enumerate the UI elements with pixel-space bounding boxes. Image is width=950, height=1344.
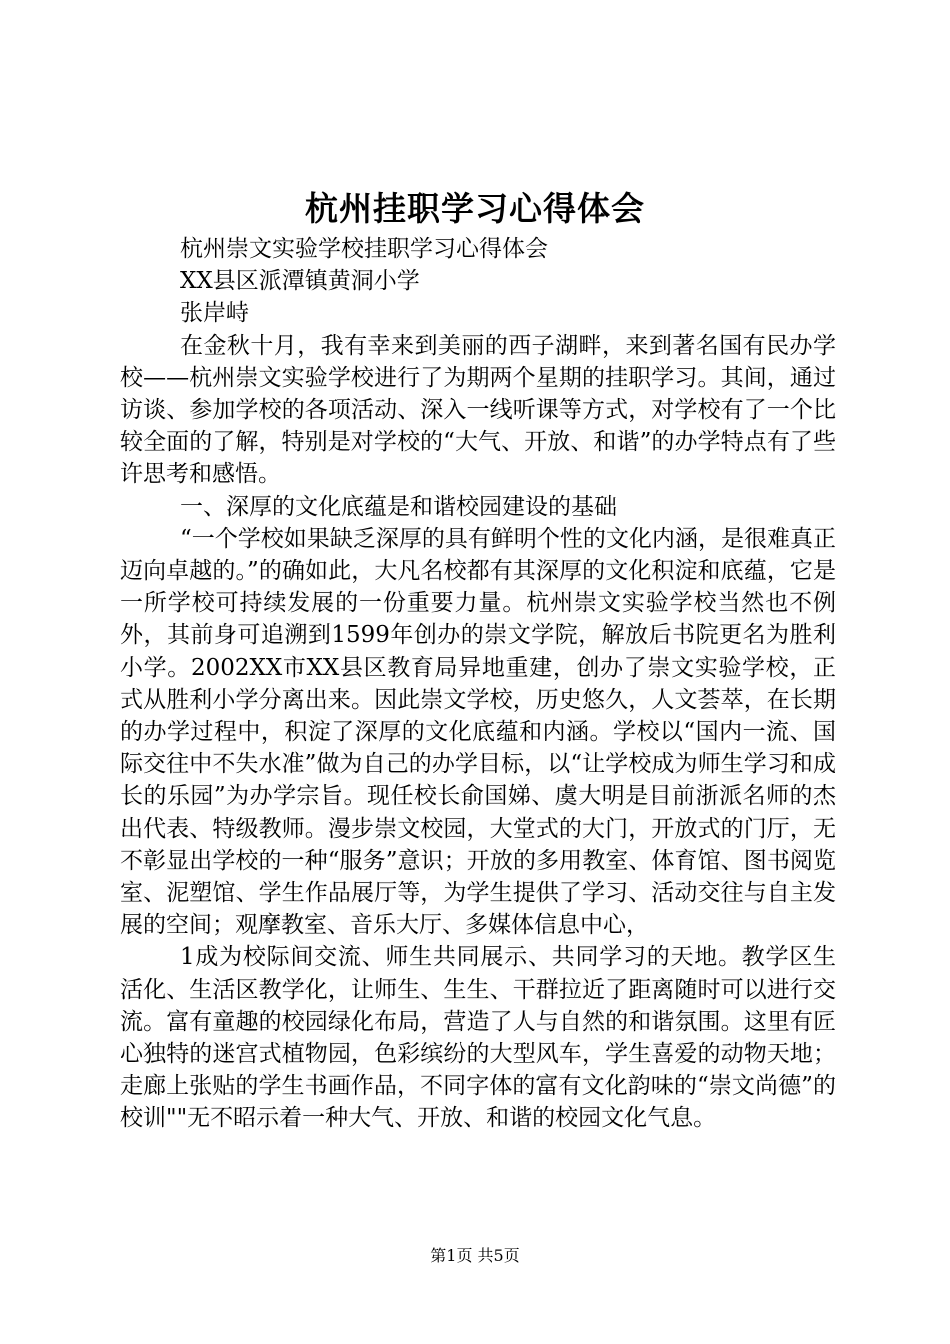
document-body <box>120 233 836 1135</box>
paragraph-culture: “一个学校如果缺乏深厚的具有鲜明个性的文化内涵，是很难真正迈向卓越的。”的确如此，大凡名校都有其深厚的文化积淀和底蕴，它是一所学校可持续发展的一份重要力量。杭州崇文实验学校当然也不例外，其前身可追溯到1599年创办的崇文学院，解放后书院更名为胜利小学。2002XX市XX县区教育局异地重建，创办了崇文实验学校，正式从胜利小学分离出来。因此崇文学校，历史悠久，人文荟萃，在长期的办学过程中，积淀了深厚的文化底蕴和内涵。学校以“国内一流、国际交往中不失水准”做为自己的办学目标，以“让学校成为师生学习和成长的乐园”为办学宗旨。现任校长俞国娣、虞大明是目前浙派名师的杰出代表、特级教师。漫步崇文校园，大堂式的大门，开放式的门厅，无不彰显出学校的一种“服务”意识；开放的多用教室、体育馆、图书阅览室、泥塑馆、学生作品展厅等，为学生提供了学习、活动交往与自主发展的空间；观摩教室、音乐大厅、多媒体信息中心， <box>120 525 836 939</box>
page-footer: 第1页 共5页 <box>430 1246 520 1265</box>
author-line: 张岸峙 <box>180 300 249 327</box>
paragraph-intro: 在金秋十月，我有幸来到美丽的西子湖畔，来到著名国有民办学校——杭州崇文实验学校进行了为期两个星期的挂职学习。其间，通过访谈、参加学校的各项活动、深入一线听课等方式，对学校有了一个比较全面的了解，特别是对学校的“大气、开放、和谐”的办学特点有了些许思考和感悟。 <box>120 332 836 488</box>
section-heading: 一、深厚的文化底蕴是和谐校园建设的基础 <box>180 493 617 520</box>
school-line: XX县区派潭镇黄洞小学 <box>180 268 420 295</box>
subtitle-line: 杭州崇文实验学校挂职学习心得体会 <box>180 236 548 262</box>
paragraph-campus: 1成为校际间交流、师生共同展示、共同学习的天地。教学区生活化、生活区教学化，让师生、生生、干群拉近了距离随时可以进行交流。富有童趣的校园绿化布局，营造了人与自然的和谐氛围。这里有匠心独特的迷宫式植物园，色彩缤纷的大型风车，学生喜爱的动物天地；走廊上张贴的学生书画作品，不同字体的富有文化韵味的“崇文尚德”的校训""无不昭示着一种大气、开放、和谐的校园文化气息。 <box>120 944 836 1132</box>
document-title: 杭州挂职学习心得体会 <box>305 189 645 228</box>
